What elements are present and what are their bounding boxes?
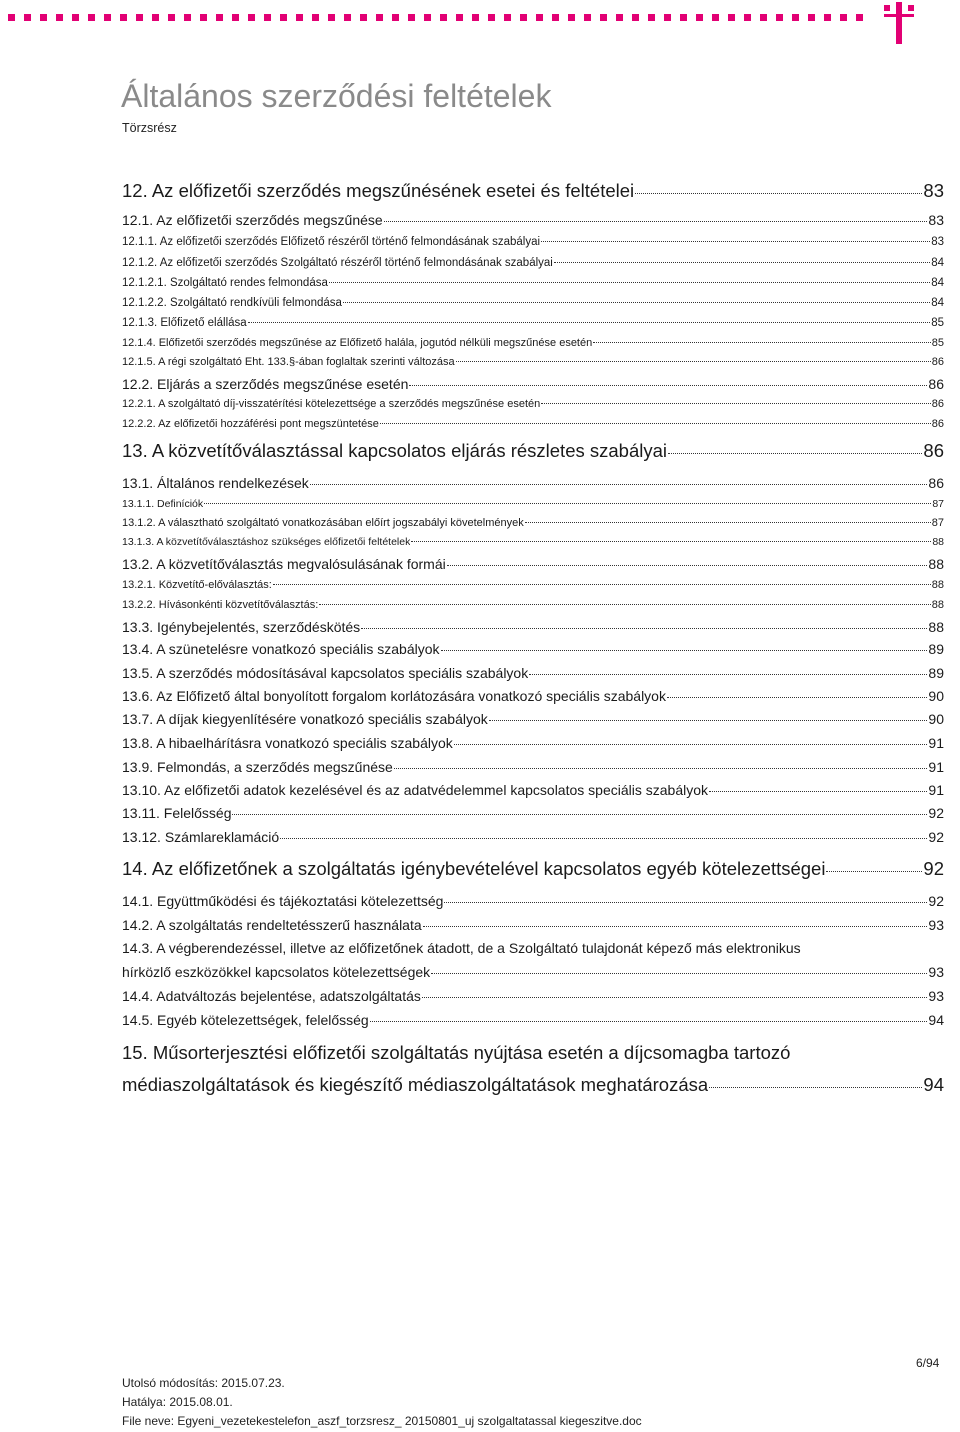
brand-dot (616, 14, 623, 21)
brand-dot (824, 14, 831, 21)
page-number: 6/94 (916, 1356, 940, 1370)
brand-dot (648, 14, 655, 21)
brand-dot-band (0, 14, 960, 28)
toc-entry[interactable]: 13.12. Számlareklamáció 92 (122, 829, 944, 845)
brand-dot (216, 14, 223, 21)
brand-dot (488, 14, 495, 21)
brand-dot (104, 14, 111, 21)
toc-entry[interactable]: 12.1.4. Előfizetői szerződés megszűnése az Előfizető halála, jogutód nélküli megszűnése esetén 85 (122, 337, 944, 349)
brand-dot (72, 14, 79, 21)
brand-dot (40, 14, 47, 21)
toc-entry[interactable]: 13.3. Igénybejelentés, szerződéskötés 88 (122, 619, 944, 635)
brand-dot (840, 14, 847, 21)
brand-dot (408, 14, 415, 21)
brand-dot (360, 14, 367, 21)
brand-dot (136, 14, 143, 21)
brand-dot (680, 14, 687, 21)
toc-entry[interactable]: 13.1.3. A közvetítőválasztáshoz szükséges előfizetői feltételek 88 (122, 536, 944, 548)
toc-entry[interactable]: 13.6. Az Előfizető által bonyolított forgalom korlátozására vonatkozó speciális szabályok 90 (122, 688, 944, 704)
brand-dot (632, 14, 639, 21)
brand-dot (296, 14, 303, 21)
footer-modified: Utolsó módosítás: 2015.07.23. (122, 1376, 285, 1390)
brand-dot (584, 14, 591, 21)
brand-dot (344, 14, 351, 21)
toc-entry[interactable]: 14. Az előfizetőnek a szolgáltatás igénybevételével kapcsolatos egyéb kötelezettségei 92 (122, 858, 944, 879)
brand-dot (376, 14, 383, 21)
toc-entry[interactable]: 12.1.2. Az előfizetői szerződés Szolgáltató részéről történő felmondásának szabályai 84 (122, 257, 944, 269)
toc-entry[interactable]: 13.11. Felelősség 92 (122, 805, 944, 821)
toc-entry[interactable]: 12.1.5. A régi szolgáltató Eht. 133.§-ában foglaltak szerinti változása 86 (122, 356, 944, 368)
brand-dot (856, 14, 863, 21)
toc-entry[interactable]: médiaszolgáltatások és kiegészítő médiaszolgáltatások meghatározása 94 (122, 1074, 944, 1095)
brand-dot (520, 14, 527, 21)
toc-entry[interactable]: 13.2.2. Hívásonkénti közvetítőválasztás: 88 (122, 599, 944, 611)
brand-dot (280, 14, 287, 21)
toc-entry[interactable]: 12.1.1. Az előfizetői szerződés Előfizető részéről történő felmondásának szabályai 83 (122, 236, 944, 248)
brand-dot (728, 14, 735, 21)
brand-dot (56, 14, 63, 21)
toc-entry[interactable]: 14.4. Adatváltozás bejelentése, adatszolgáltatás 93 (122, 988, 944, 1004)
brand-dot (792, 14, 799, 21)
brand-dot (264, 14, 271, 21)
brand-dot (744, 14, 751, 21)
brand-dot (184, 14, 191, 21)
toc-entry[interactable]: 13. A közvetítőválasztással kapcsolatos eljárás részletes szabályai 86 (122, 440, 944, 461)
brand-dot (472, 14, 479, 21)
brand-dot (232, 14, 239, 21)
brand-dot (456, 14, 463, 21)
brand-dot (88, 14, 95, 21)
toc-entry[interactable]: 13.10. Az előfizetői adatok kezelésével és az adatvédelemmel kapcsolatos speciális szabályok 91 (122, 782, 944, 798)
brand-dot (664, 14, 671, 21)
footer-filename: File neve: Egyeni_vezetekestelefon_aszf_torzsresz_ 20150801_uj szolgaltatassal kiegeszitve.doc (122, 1414, 642, 1428)
toc-entry[interactable]: 12.2. Eljárás a szerződés megszűnése esetén 86 (122, 376, 944, 392)
brand-dot (504, 14, 511, 21)
brand-dot (168, 14, 175, 21)
toc-entry[interactable]: 13.2. A közvetítőválasztás megvalósulásának formái 88 (122, 556, 944, 572)
toc-entry[interactable]: 13.1. Általános rendelkezések 86 (122, 475, 944, 491)
brand-dot (808, 14, 815, 21)
brand-dot (328, 14, 335, 21)
toc-entry[interactable]: 14.1. Együttműködési és tájékoztatási kötelezettség 92 (122, 893, 944, 909)
toc-entry[interactable]: 15. Műsorterjesztési előfizetői szolgáltatás nyújtása esetén a díjcsomagba tartozó (122, 1042, 791, 1063)
page-title: Általános szerződési feltételek (121, 78, 552, 114)
toc-entry[interactable]: 13.1.1. Definíciók 87 (122, 498, 944, 510)
telekom-t-logo-icon (884, 2, 914, 46)
toc-entry[interactable]: 14.2. A szolgáltatás rendeltetésszerű használata 93 (122, 917, 944, 933)
brand-dot (440, 14, 447, 21)
page-subtitle: Törzsrész (122, 121, 177, 135)
toc-entry[interactable]: 12. Az előfizetői szerződés megszűnésének esetei és feltételei 83 (122, 180, 944, 201)
toc-entry[interactable]: 13.1.2. A választható szolgáltató vonatkozásában előírt jogszabályi követelmények 87 (122, 517, 944, 529)
toc-entry[interactable]: 13.2.1. Közvetítő-előválasztás: 88 (122, 579, 944, 591)
brand-dot (568, 14, 575, 21)
toc-entry[interactable]: 14.5. Egyéb kötelezettségek, felelősség 94 (122, 1012, 944, 1028)
toc-entry[interactable]: 14.3. A végberendezéssel, illetve az előfizetőnek átadott, de a Szolgáltató tulajdonát képező más elektronikus (122, 940, 801, 956)
brand-dot (696, 14, 703, 21)
brand-dot (600, 14, 607, 21)
brand-dot (120, 14, 127, 21)
toc-entry[interactable]: hírközlő eszközökkel kapcsolatos kötelezettségek 93 (122, 964, 944, 980)
brand-dot (760, 14, 767, 21)
toc-entry[interactable]: 13.8. A hibaelhárításra vonatkozó speciális szabályok 91 (122, 735, 944, 751)
brand-dot (712, 14, 719, 21)
toc-entry[interactable]: 12.2.1. A szolgáltató díj-visszatérítési kötelezettsége a szerződés megszűnése esetén 86 (122, 398, 944, 410)
brand-dot (552, 14, 559, 21)
toc-entry[interactable]: 12.1.2.2. Szolgáltató rendkívüli felmondása 84 (122, 297, 944, 309)
brand-dot (8, 14, 15, 21)
footer-effective: Hatálya: 2015.08.01. (122, 1395, 233, 1409)
brand-dot (24, 14, 31, 21)
toc-entry[interactable]: 13.9. Felmondás, a szerződés megszűnése 91 (122, 759, 944, 775)
brand-dot (392, 14, 399, 21)
toc-entry[interactable]: 12.1.2.1. Szolgáltató rendes felmondása 84 (122, 277, 944, 289)
toc-entry[interactable]: 13.5. A szerződés módosításával kapcsolatos speciális szabályok 89 (122, 665, 944, 681)
brand-dot (200, 14, 207, 21)
brand-dot (776, 14, 783, 21)
brand-dot (248, 14, 255, 21)
toc-entry[interactable]: 13.7. A díjak kiegyenlítésére vonatkozó speciális szabályok 90 (122, 711, 944, 727)
brand-dot (536, 14, 543, 21)
toc-entry[interactable]: 13.4. A szünetelésre vonatkozó speciális szabályok 89 (122, 641, 944, 657)
brand-dot (152, 14, 159, 21)
brand-dot (424, 14, 431, 21)
toc-entry[interactable]: 12.2.2. Az előfizetői hozzáférési pont megszüntetése 86 (122, 418, 944, 430)
brand-dot (312, 14, 319, 21)
toc-entry[interactable]: 12.1.3. Előfizető elállása 85 (122, 317, 944, 329)
toc-entry[interactable]: 12.1. Az előfizetői szerződés megszűnése 83 (122, 212, 944, 228)
